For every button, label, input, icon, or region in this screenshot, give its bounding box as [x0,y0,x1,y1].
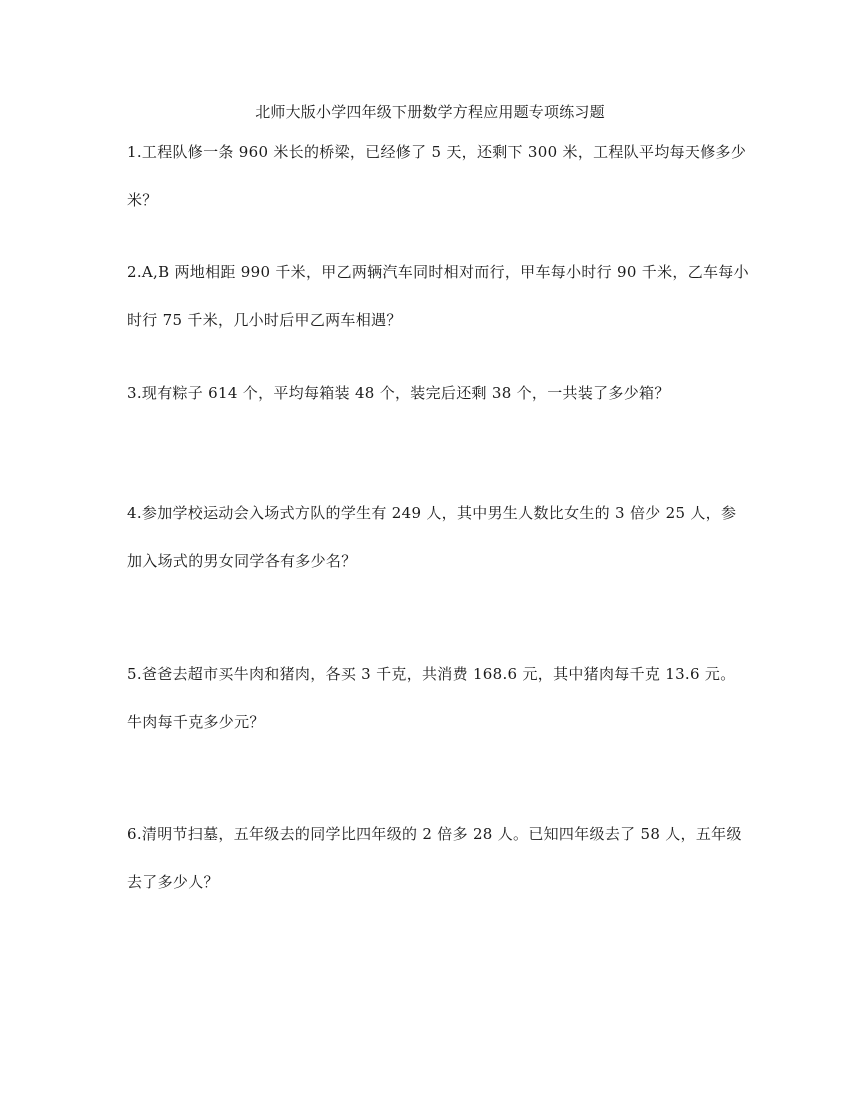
question-6 [127,823,742,893]
question-2-line-1: 2.A,B 两地相距 990 千米，甲乙两辆汽车同时相对而行，甲车每小时行 90 千米，乙车每小 [127,263,749,281]
question-2-line-2: 时行 75 千米，几小时后甲乙两车相遇？ [127,311,402,329]
question-3-line-1: 3.现有粽子 614 个，平均每箱装 48 个，装完后还剩 38 个，一共装了多少箱？ [127,384,670,402]
question-6-line-2: 去了多少人？ [127,873,219,891]
question-3 [127,382,739,404]
question-5-line-1: 5.爸爸去超市买牛肉和猪肉，各买 3 千克，共消费 168.6 元，其中猪肉每千克 13.6 元。 [127,665,736,683]
question-1-line-2: 米？ [127,191,158,209]
question-1-line-1: 1.工程队修一条 960 米长的桥梁，已经修了 5 天，还剩下 300 米，工程队平均每天修多少 [127,143,747,161]
document-title: 北师大版小学四年级下册数学方程应用题专项练习题 [255,103,605,121]
question-2 [127,261,749,331]
question-5 [127,663,739,733]
question-5-line-2: 牛肉每千克多少元？ [127,713,265,731]
question-1 [127,141,747,211]
question-4-line-1: 4.参加学校运动会入场式方队的学生有 249 人，其中男生人数比女生的 3 倍少 25 人，参 [127,504,737,522]
question-4-line-2: 加入场式的男女同学各有多少名？ [127,552,357,570]
question-6-line-1: 6.清明节扫墓，五年级去的同学比四年级的 2 倍多 28 人。已知四年级去了 58 人，五年级 [127,825,742,843]
question-4 [127,502,739,572]
